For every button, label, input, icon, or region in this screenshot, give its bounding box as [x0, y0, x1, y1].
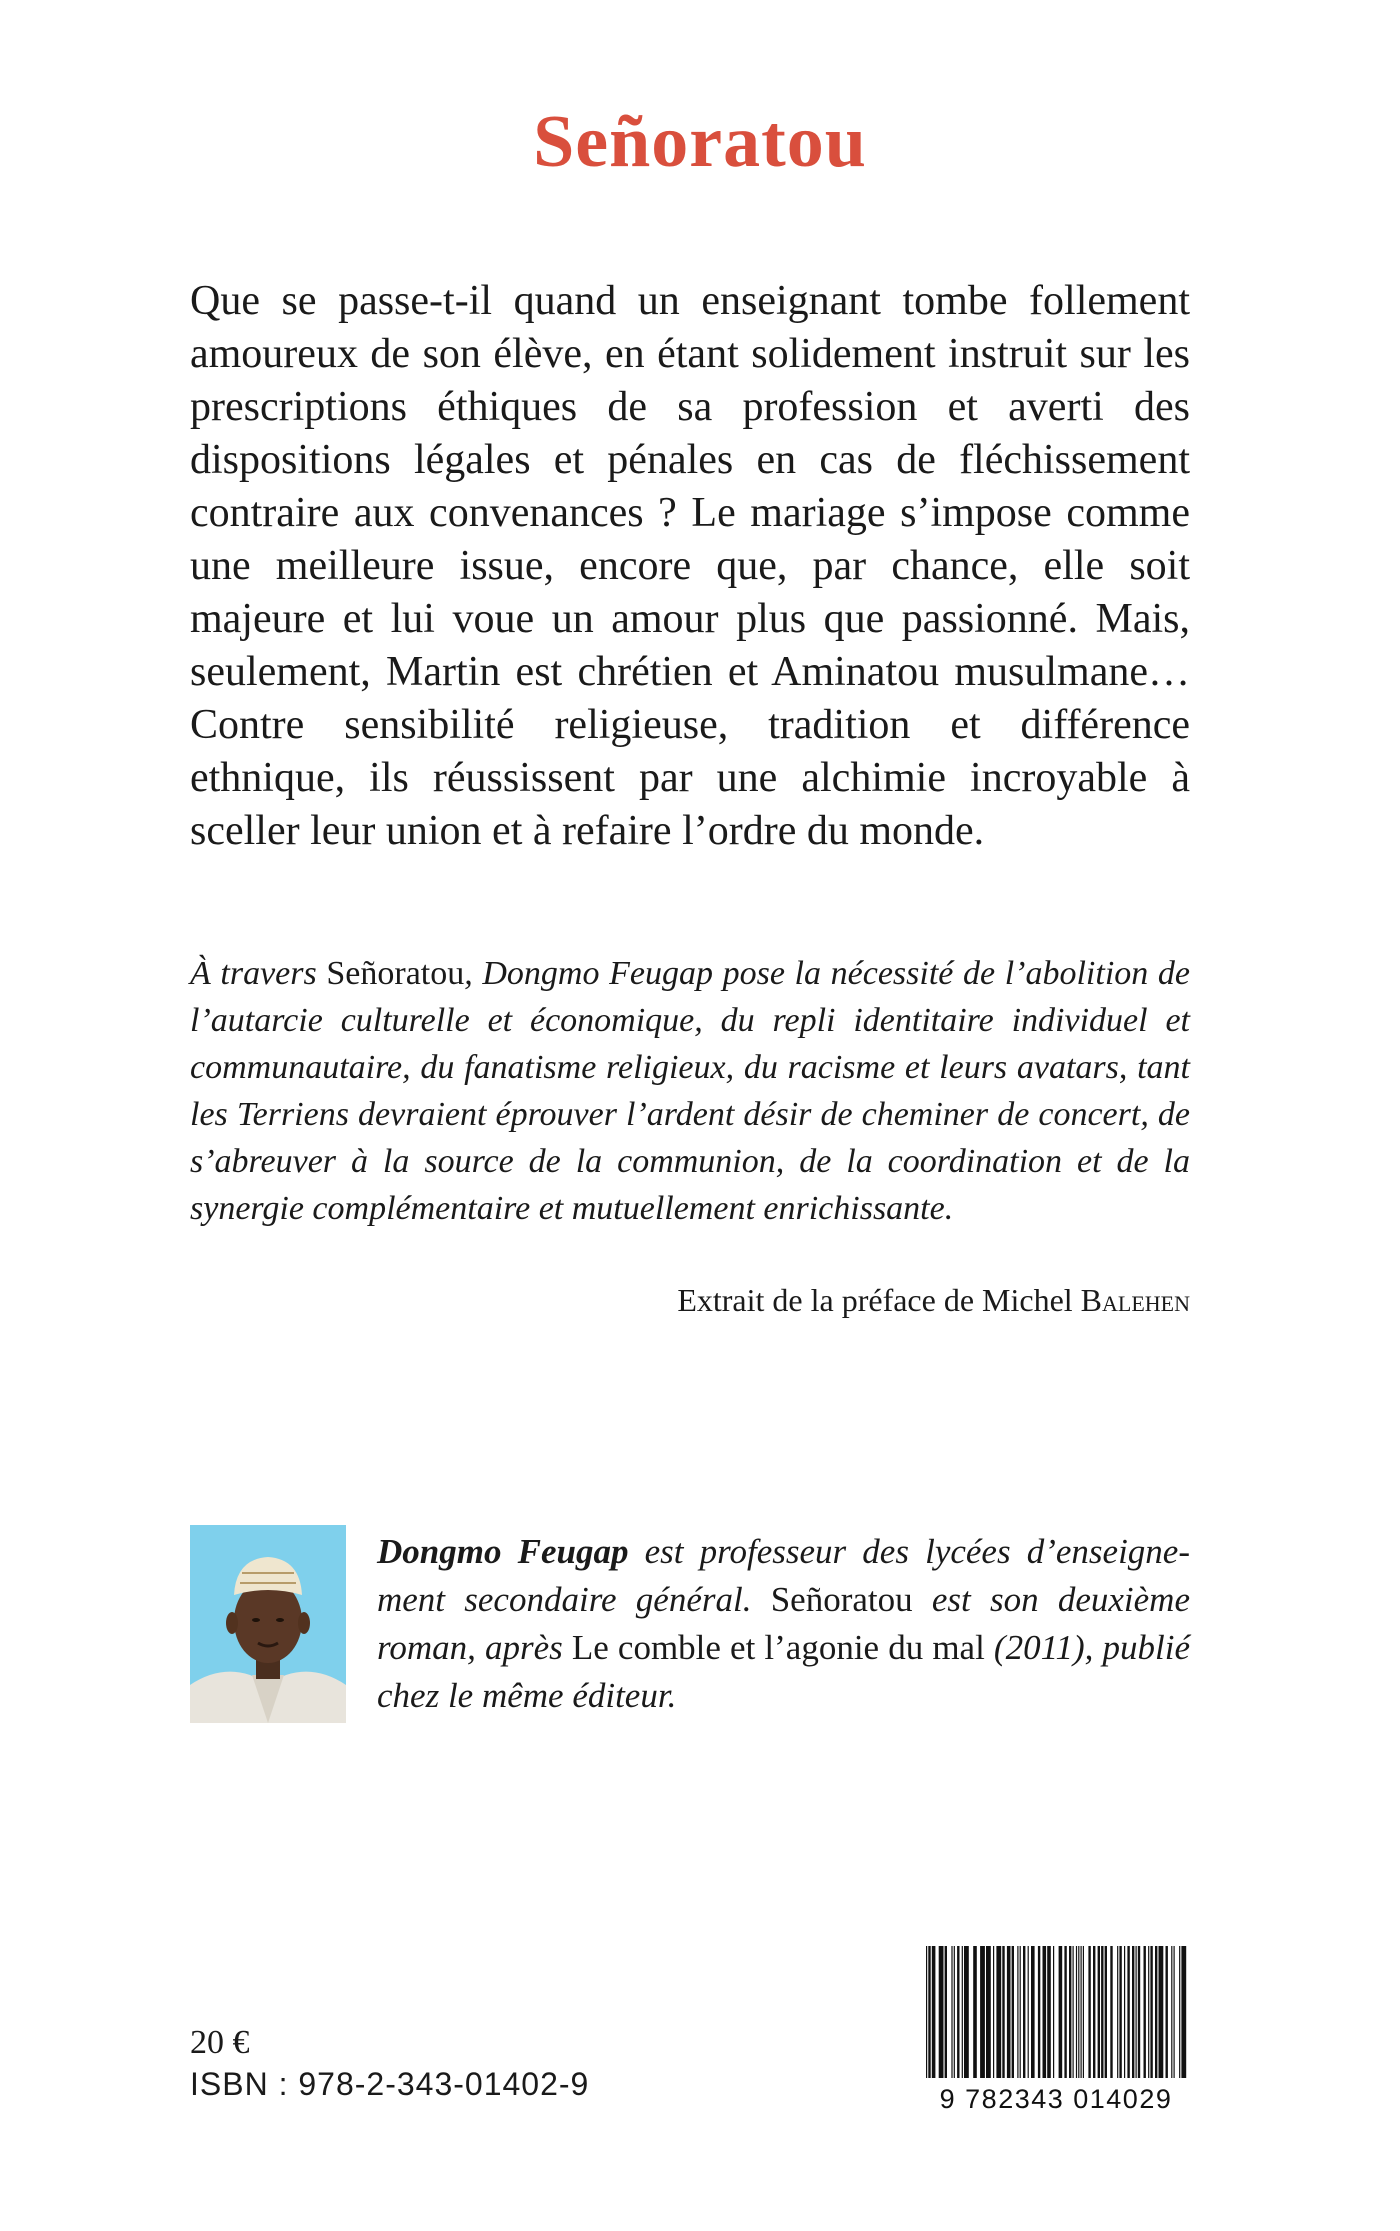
barcode — [920, 1942, 1192, 2114]
barcode-bar — [1150, 1946, 1152, 2078]
barcode-bar — [1101, 1946, 1103, 2078]
attribution-surname: Balehen — [1080, 1282, 1190, 1318]
barcode-bar — [1136, 1946, 1137, 2078]
barcode-bar — [986, 1946, 991, 2078]
barcode-bar — [1117, 1946, 1118, 2078]
barcode-bar — [1083, 1946, 1084, 2078]
barcode-bar — [1119, 1946, 1121, 2078]
barcode-bar — [1105, 1946, 1107, 2078]
barcode-bar — [1088, 1946, 1090, 2078]
barcode-bar — [1073, 1946, 1074, 2078]
barcode-bar — [962, 1946, 963, 2078]
barcode-bar — [1181, 1946, 1186, 2078]
barcode-bar — [993, 1946, 994, 2078]
barcode-bar — [1038, 1946, 1040, 2078]
barcode-bar — [932, 1946, 936, 2078]
barcode-bar — [1179, 1946, 1180, 2078]
barcode-bar — [1053, 1946, 1054, 2078]
barcode-bar — [928, 1946, 930, 2078]
barcode-bar — [1148, 1946, 1149, 2078]
quote-lead: À travers — [190, 955, 327, 992]
barcode-bar — [1093, 1946, 1095, 2078]
barcode-bar — [1043, 1946, 1047, 2078]
author-photo — [190, 1525, 346, 1723]
author-name: Dongmo Feugap — [377, 1532, 629, 1571]
barcode-bar — [1002, 1946, 1004, 2078]
author-portrait-icon — [190, 1525, 346, 1723]
barcode-bar — [1047, 1946, 1051, 2078]
barcode-bar — [1159, 1946, 1164, 2078]
preface-attribution — [677, 1282, 1190, 1319]
barcode-bar — [1012, 1946, 1014, 2078]
barcode-bar — [951, 1946, 952, 2078]
barcode-bar — [1069, 1946, 1071, 2078]
barcode-bar — [1081, 1946, 1082, 2078]
barcode-bar — [1064, 1946, 1066, 2078]
barcode-bar — [1078, 1946, 1079, 2078]
bio-previous-title: Le comble et l’agonie du mal — [571, 1628, 985, 1667]
barcode-bar — [1007, 1946, 1011, 2078]
barcode-bar — [1124, 1946, 1125, 2078]
barcode-bar — [1017, 1946, 1018, 2078]
bio-part1: est professeur des lycées d’enseignement secondaire général. — [377, 1532, 1190, 1619]
barcode-bar — [1174, 1946, 1175, 2078]
preface-excerpt — [190, 950, 1190, 1232]
barcode-bar — [1110, 1946, 1112, 2078]
quote-book-title: Señoratou — [326, 955, 465, 992]
barcode-bar — [1127, 1946, 1129, 2078]
barcode-bar — [1076, 1946, 1077, 2078]
barcode-bar — [1031, 1946, 1035, 2078]
barcode-bar — [1098, 1946, 1100, 2078]
barcode-bar — [926, 1946, 927, 2078]
quote-text: , Dongmo Feugap pose la nécessité de l’abolition de l’autarcie culturelle et économique, du repli identitaire individuel et communautaire, du fanatisme religieux, du racisme et leurs avatars, tant les Terriens devraient éprouver l’ardent désir de cheminer de concert, de s’abreuver à la source de la communion, de la coordination et de la synergie complémentaire et mutuellement enrichissante. — [190, 955, 1190, 1227]
barcode-bar — [996, 1946, 1001, 2078]
barcode-bar — [1059, 1946, 1063, 2078]
bio-book-title: Señoratou — [770, 1580, 913, 1619]
barcode-bar — [973, 1946, 977, 2078]
barcode-bar — [1132, 1946, 1134, 2078]
barcode-bar — [939, 1946, 944, 2078]
barcode-bar — [1028, 1946, 1029, 2078]
attribution-prefix: Extrait de la préface de Michel — [677, 1282, 1081, 1318]
barcode-bar — [957, 1946, 959, 2078]
barcode-bar — [1020, 1946, 1021, 2078]
author-bio — [377, 1528, 1190, 1720]
book-title: Señoratou — [533, 101, 867, 183]
barcode-bar — [954, 1946, 955, 2078]
back-cover-blurb: Que se passe-t-il quand un enseignant tombe follement amoureux de son élève, en étant solidement instruit sur les prescriptions éthiques de sa profession et averti des dispositions légales et pénales en cas de fléchissement contraire aux convenances ? Le mariage s’impose comme une meilleure issue, encore que, par chance, elle soit majeure et lui voue un amour plus que passionné. Mais, seulement, Martin est chrétien et Aminatou musulmane… Contre sensibilité religieuse, tradition et différence ethnique, ils réussissent par une alchimie incroyable à sceller leur union et à refaire l’ordre du monde. — [190, 278, 1190, 854]
isbn: ISBN : 978-2-343-01402-9 — [190, 2066, 590, 2102]
price: 20 € — [190, 2024, 250, 2061]
bio-part3: (2011), publié chez le même éditeur. — [377, 1628, 1190, 1715]
barcode-digits: 9 782343 014029 — [939, 2084, 1173, 2114]
barcode-bar — [1166, 1946, 1168, 2078]
bio-part2: est son deuxième roman, après — [377, 1580, 1190, 1667]
barcode-bar — [1023, 1946, 1025, 2078]
barcode-bar — [1155, 1946, 1157, 2078]
barcode-bar — [964, 1946, 969, 2078]
barcode-bar — [1144, 1946, 1146, 2078]
barcode-bar — [945, 1946, 947, 2078]
barcode-bar — [980, 1946, 985, 2078]
barcode-bar — [1171, 1946, 1172, 2078]
barcode-bar — [1138, 1946, 1140, 2078]
